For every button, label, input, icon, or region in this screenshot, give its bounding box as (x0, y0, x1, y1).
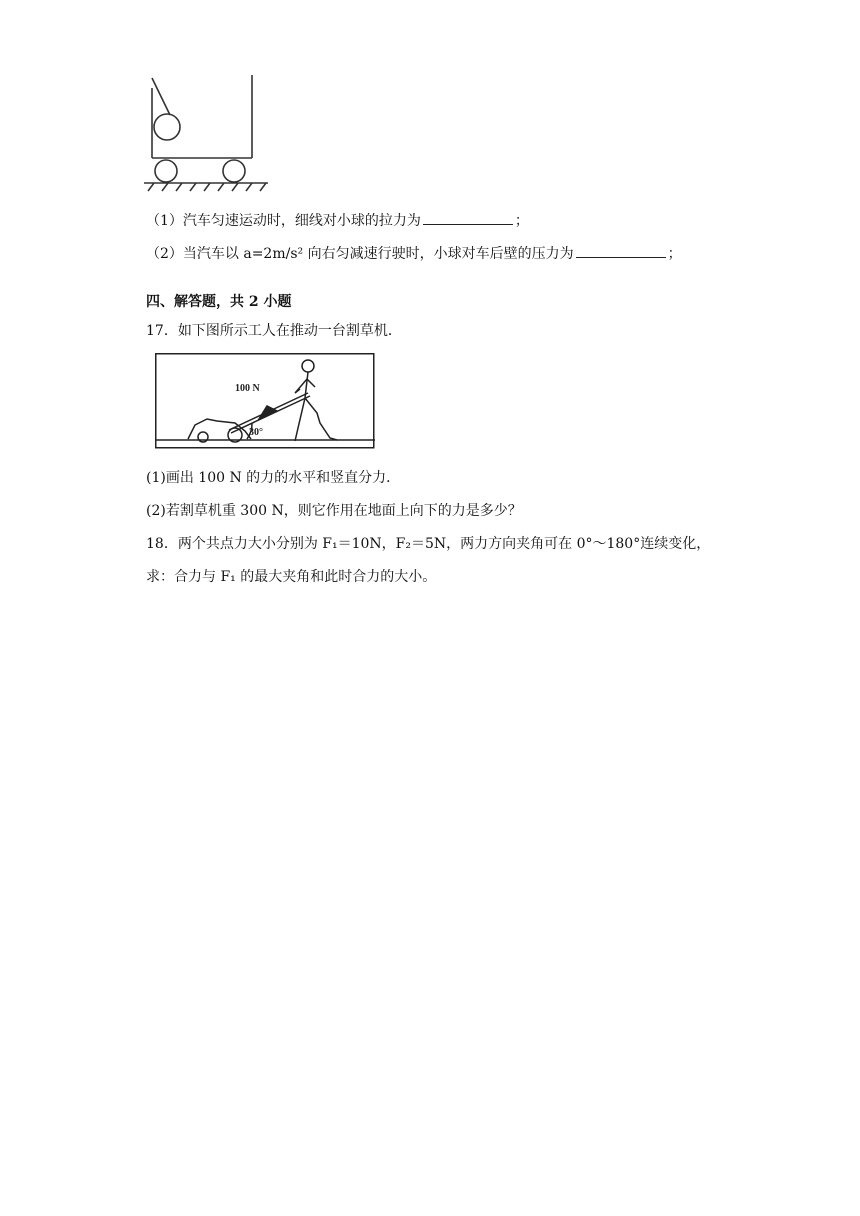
q16-part1 (146, 210, 529, 231)
q17-part2: (2)若割草机重 300 N，则它作用在地面上向下的力是多少？ (146, 503, 522, 519)
q18-line2: 求：合力与 F₁ 的最大夹角和此时合力的大小。 (146, 569, 437, 585)
q16-part1-suffix: ； (514, 213, 529, 229)
cart-ball-figure (140, 70, 280, 195)
section-heading: 四、解答题，共 2 小题 (146, 294, 292, 310)
q17-stem: 17．如下图所示工人在推动一台割草机． (146, 323, 402, 339)
q16-part2-text: （2）当汽车以 a=2m/s² 向右匀减速行驶时，小球对车后壁的压力为 (146, 246, 574, 262)
q16-part1-text: （1）汽车匀速运动时，细线对小球的拉力为 (146, 213, 421, 229)
lawnmower-figure (155, 353, 375, 453)
q16-part2-blank[interactable] (576, 243, 666, 258)
q18-line1: 18．两个共点力大小分别为 F₁＝10N，F₂＝5N，两力方向夹角可在 0°～180°连续变化， (146, 536, 711, 552)
q16-part2 (146, 243, 682, 264)
q17-part1: (1)画出 100 N 的力的水平和竖直分力． (146, 470, 401, 486)
q16-part2-suffix: ； (667, 246, 682, 262)
force-label: 100 N (235, 383, 260, 394)
q16-part1-blank[interactable] (423, 210, 513, 225)
angle-label: 30° (249, 427, 263, 438)
